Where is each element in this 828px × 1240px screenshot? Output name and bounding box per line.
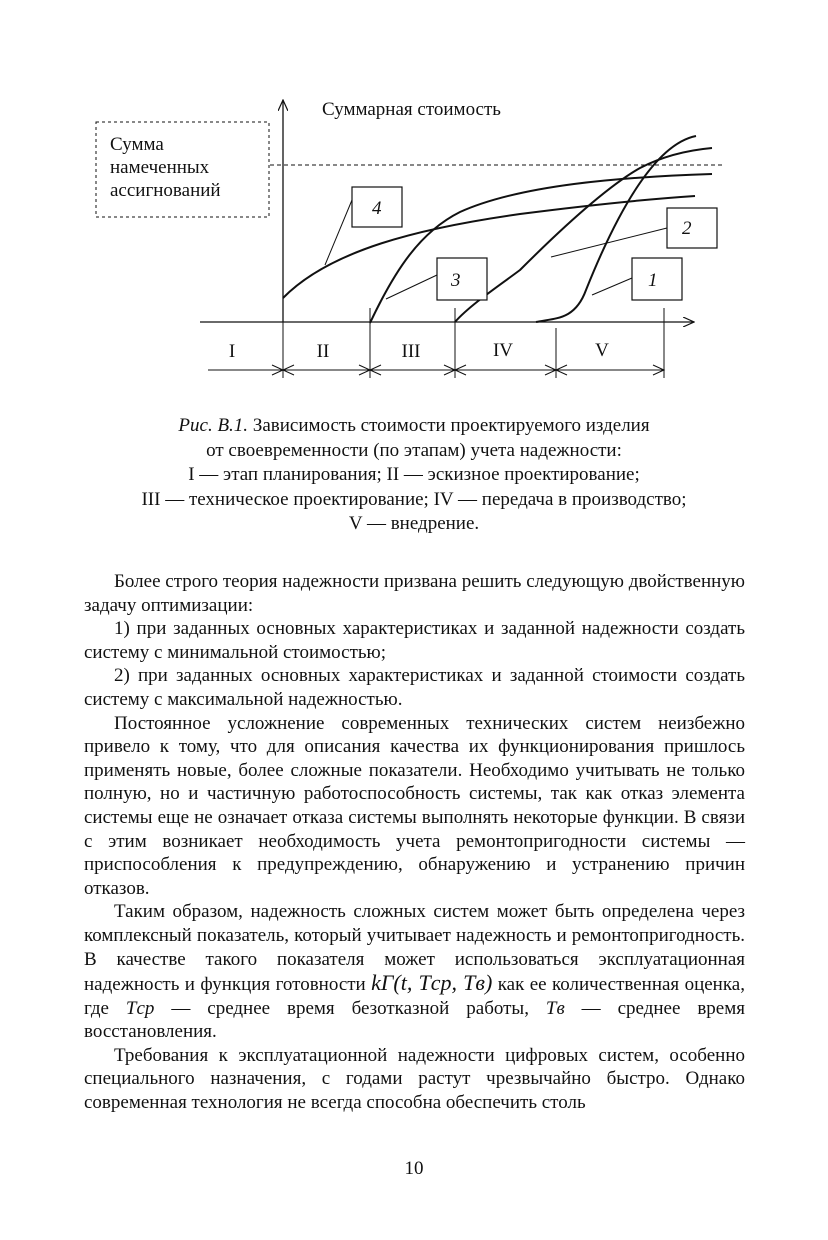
curve-3-label-box — [437, 258, 487, 300]
symbol-tsr: Tср — [125, 997, 155, 1019]
caption-line-1: Зависимость стоимости проектируемого изделия — [248, 415, 650, 436]
caption-line-2: от своевременности (по этапам) учета надежности: — [206, 439, 622, 461]
symbol-tv: Tв — [545, 997, 565, 1019]
reliability-cost-figure — [0, 0, 828, 400]
availability-formula: kГ(t, Tср, Tв) — [371, 970, 493, 996]
curve-4-label: 4 — [372, 198, 382, 219]
caption-line-5: V — внедрение. — [348, 513, 480, 534]
budget-box-line-2: намеченных — [110, 157, 210, 178]
paragraph-part: как ее количественная оценка, где — [84, 974, 745, 1019]
y-axis-label: Суммарная стоимость — [322, 99, 501, 120]
paragraph — [84, 900, 745, 1044]
stage-label: IV — [492, 340, 514, 361]
caption-line-4: III — техническое проектирование; IV — передача в производство; — [141, 488, 687, 510]
stage-label: I — [228, 341, 236, 362]
curve-2-label: 2 — [682, 218, 692, 239]
figure-caption — [60, 414, 768, 537]
stage-label: II — [316, 341, 330, 362]
paragraph: 1) при заданных основных характеристиках и заданной надежности создать систему с минимальной стоимостью; — [84, 618, 745, 663]
curve-1-leader — [592, 278, 632, 295]
paragraph: Более строго теория надежности призвана решить следующую двойственную задачу оптимизации: — [84, 571, 745, 616]
curve-3-label: 3 — [451, 270, 461, 291]
budget-box-line-3: ассигнований — [110, 180, 221, 201]
curve-2-label-box — [667, 208, 717, 248]
body-text — [84, 570, 745, 1115]
paragraph: Постоянное усложнение современных технических систем неизбежно привело к тому, что для описания качества их функционирования пришлось применять новые, более сложные показатели. Необходимо учитывать не только полную, но и частичную работоспособность системы, так как отказ элемента системы еще не означает отказа системы выполнять некоторые функции. В связи с этим возникает необходимость учета ремонтопригодности системы — приспособления к предупреждению, обнаружению и устранению причин отказов. — [84, 712, 745, 899]
caption-label: Рис. В.1. — [178, 415, 249, 436]
paragraph-part: Таким образом, надежность сложных систем может быть определена через комплексный показатель, который учитывает надежность и ремонтопригодность. В качестве такого показателя может использоваться эксплуатационная надежность и функция готовности — [84, 901, 745, 996]
page-number: 10 — [404, 1158, 424, 1179]
paragraph: 2) при заданных основных характеристиках и заданной стоимости создать систему с максимальной надежностью. — [84, 665, 745, 710]
paragraph-part: — среднее время безотказной работы, — [154, 997, 546, 1019]
curve-1-label: 1 — [648, 270, 658, 291]
curve-2-leader — [551, 228, 667, 257]
paragraph-part: — среднее время восстановления. — [84, 997, 746, 1043]
stage-label: V — [595, 340, 609, 361]
budget-box-line-1: Сумма — [110, 134, 164, 155]
stage-label: III — [401, 341, 421, 362]
caption-line-3: I — этап планирования; II — эскизное проектирование; — [188, 464, 640, 485]
paragraph: Требования к эксплуатационной надежности цифровых систем, особенно специального назначения, с годами растут чрезвычайно быстро. Однако современная технология не всегда способна обеспечить столь — [84, 1044, 745, 1114]
